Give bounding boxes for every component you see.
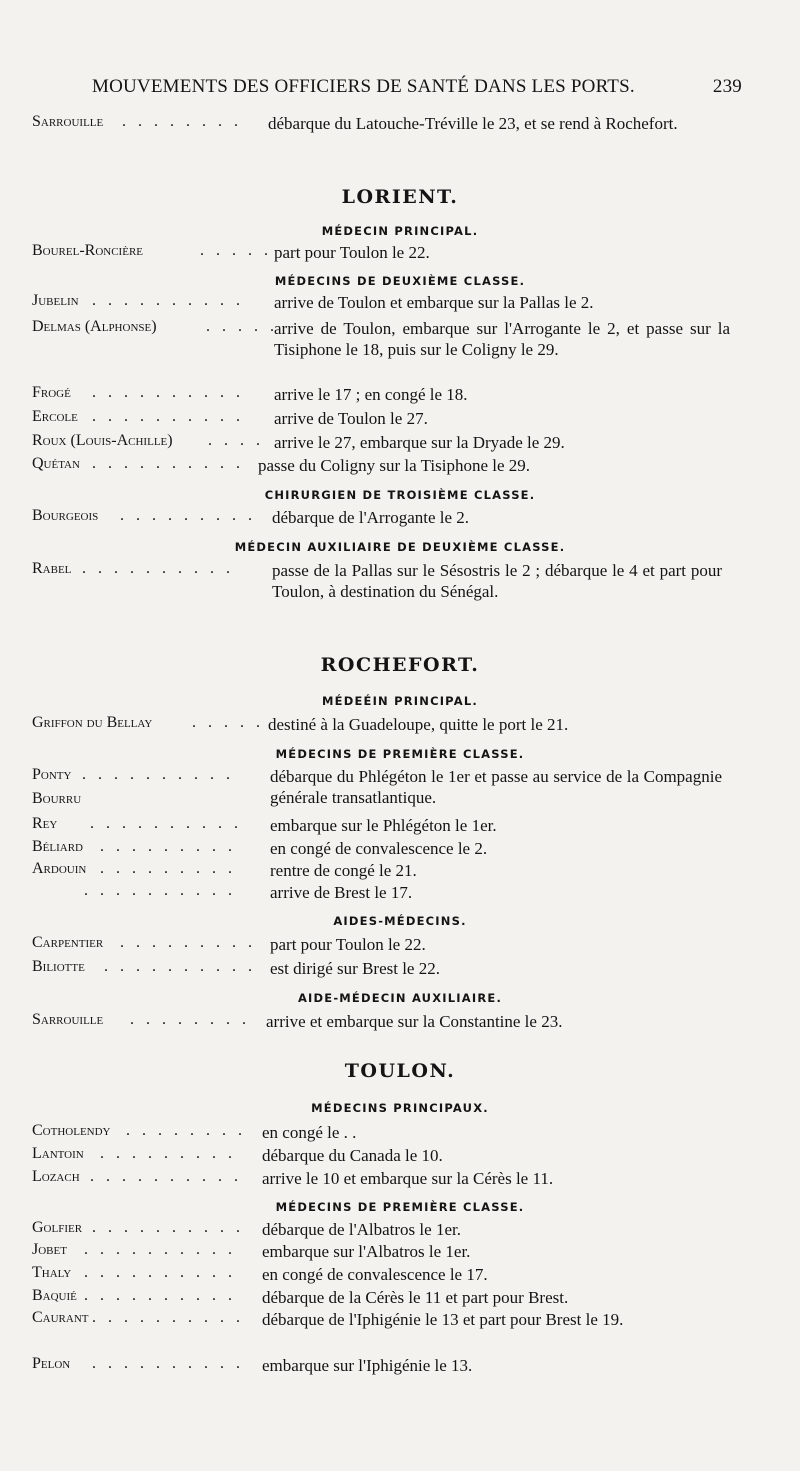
movement-text: arrive le 17 ; en congé le 18.: [274, 385, 468, 404]
movement-text: part pour Toulon le 22.: [274, 243, 430, 262]
leader-dots: . . . . . . . . . .: [90, 815, 242, 832]
leader-dots: . . . . . . . . . .: [82, 560, 234, 577]
officer-name: Rey: [32, 815, 58, 832]
officer-name: Baquié: [32, 1287, 77, 1304]
leader-dots: . . . . . . . . . .: [92, 1309, 244, 1326]
movement-text: est dirigé sur Brest le 22.: [270, 959, 440, 978]
movement-text: débarque de l'Albatros le 1er.: [262, 1220, 461, 1239]
leader-dots: . . . . . . . . . .: [92, 408, 244, 425]
officer-name: Cotholendy: [32, 1122, 111, 1139]
leader-dots: . . . . .: [206, 318, 278, 335]
officer-name: Frogé: [32, 384, 71, 401]
leader-dots: . . . . . . . . .: [100, 860, 236, 877]
movement-text: embarque sur l'Albatros le 1er.: [262, 1242, 471, 1261]
movement-text: débarque du Phlégéton le 1er et passe au service de la Compagnie générale transatlantique.: [270, 767, 722, 807]
leader-dots: . . . .: [208, 432, 264, 449]
category-heading: MÉDECINS DE DEUXIÈME CLASSE.: [274, 274, 526, 288]
movement-text: débarque de l'Arrogante le 2.: [272, 508, 470, 527]
movement-text: passe de la Pallas sur le Sésostris le 2 ; débarque le 4 et part pour Toulon, à destination du Sénégal.: [272, 561, 722, 601]
movement-text: en congé le . .: [262, 1123, 357, 1142]
leader-dots: . . . . . . . . . .: [84, 1241, 236, 1258]
movement-text: rentre de congé le 21.: [270, 861, 417, 880]
page-number: 239: [712, 76, 742, 97]
leader-dots: . . . . . . . . . .: [92, 384, 244, 401]
movement-text: débarque de la Cérès le 11 et part pour Brest.: [262, 1288, 569, 1307]
officer-name: Griffon du Bellay: [32, 714, 153, 731]
officer-name: Rabel: [32, 560, 72, 577]
leader-dots: . . . . . . . . .: [120, 934, 256, 951]
leader-dots: . . . . . . . . . .: [104, 958, 256, 975]
officer-name: Bourgeois: [32, 507, 99, 524]
movement-text: arrive de Toulon le 27.: [274, 409, 428, 428]
movement-text: arrive et embarque sur la Constantine le 23.: [266, 1012, 563, 1031]
officer-name: Caurant: [32, 1309, 89, 1326]
movement-text: embarque sur le Phlégéton le 1er.: [270, 816, 497, 835]
officer-name: Golfier: [32, 1219, 83, 1236]
officer-name: Lozach: [32, 1168, 80, 1185]
movement-text: débarque du Latouche-Tréville le 23, et se rend à Rochefort.: [268, 114, 678, 133]
leader-dots: . . . . . . . . . .: [92, 455, 244, 472]
category-heading: CHIRURGIEN DE TROISIÈME CLASSE.: [264, 488, 536, 502]
movement-text: arrive le 27, embarque sur la Dryade le 29.: [274, 433, 565, 452]
officer-name: Biliotte: [32, 958, 85, 975]
officer-name: Ponty: [32, 766, 72, 783]
leader-dots: . . . . . . . . . .: [84, 1287, 236, 1304]
port-title-rochefort: ROCHEFORT.: [320, 654, 480, 676]
category-heading: MÉDECINS PRINCIPAUX.: [311, 1101, 489, 1115]
officer-name: Ercole: [32, 408, 78, 425]
movement-text: destiné à la Guadeloupe, quitte le port le 21.: [268, 715, 569, 734]
category-heading: MÉDEÉIN PRINCIPAL.: [322, 694, 478, 708]
category-heading: MÉDECIN PRINCIPAL.: [321, 224, 479, 238]
category-heading: MÉDECINS DE PREMIÈRE CLASSE.: [275, 747, 525, 761]
officer-name: Bourru: [32, 790, 82, 807]
leader-dots: . . . . . . . . . .: [92, 292, 244, 309]
leader-dots: . . . . . . . . .: [100, 838, 236, 855]
page-header: [92, 76, 742, 102]
officer-name: Lantoin: [32, 1145, 84, 1162]
movement-text: arrive de Toulon et embarque sur la Pallas le 2.: [274, 293, 594, 312]
leader-dots: . . . . . . . .: [126, 1122, 246, 1139]
category-heading: AIDE-MÉDECIN AUXILIAIRE.: [297, 991, 503, 1005]
officer-name: Sarrouille: [32, 1011, 104, 1028]
leader-dots: . . . . .: [200, 242, 272, 259]
leader-dots: . . . . . . . . . .: [92, 1355, 244, 1372]
port-title-lorient: LORIENT.: [341, 186, 459, 208]
officer-name: Carpentier: [32, 934, 104, 951]
leader-dots: . . . . .: [192, 714, 264, 731]
leader-dots: . . . . . . . . . .: [92, 1219, 244, 1236]
movement-text: passe du Coligny sur la Tisiphone le 29.: [258, 456, 531, 475]
category-heading: MÉDECINS DE PREMIÈRE CLASSE.: [275, 1200, 525, 1214]
leader-dots: . . . . . . . . . .: [82, 766, 234, 783]
port-title-toulon: TOULON.: [344, 1060, 456, 1082]
running-title: MOUVEMENTS DES OFFICIERS DE SANTÉ DANS LES PORTS.: [92, 76, 635, 97]
movement-text: embarque sur l'Iphigénie le 13.: [262, 1356, 473, 1375]
officer-name: Bourel-Roncière: [32, 242, 143, 259]
leader-dots: . . . . . . . .: [122, 113, 242, 130]
leader-dots: . . . . . . . . .: [120, 507, 256, 524]
movement-text: arrive le 10 et embarque sur la Cérès le 11.: [262, 1169, 554, 1188]
leader-dots: . . . . . . . . .: [100, 1145, 236, 1162]
movement-text: part pour Toulon le 22.: [270, 935, 426, 954]
category-heading: MÉDECIN AUXILIAIRE DE DEUXIÈME CLASSE.: [234, 540, 566, 554]
officer-name: Quétan: [32, 455, 80, 472]
movement-text: arrive de Toulon, embarque sur l'Arrogante le 2, et passe sur la Tisiphone le 18, puis sur le Coligny le 29.: [274, 319, 730, 359]
officer-name: Jubelin: [32, 292, 79, 309]
movement-text: débarque de l'Iphigénie le 13 et part pour Brest le 19.: [262, 1310, 624, 1329]
movement-text: débarque du Canada le 10.: [262, 1146, 443, 1165]
officer-name: Ardouin: [32, 860, 87, 877]
officer-name: Roux (Louis-Achille): [32, 432, 173, 449]
movement-text: arrive de Brest le 17.: [270, 883, 413, 902]
movement-text: en congé de convalescence le 2.: [270, 839, 488, 858]
officer-name: Sarrouille: [32, 113, 104, 130]
movement-text: en congé de convalescence le 17.: [262, 1265, 488, 1284]
officer-name: Thaly: [32, 1264, 72, 1281]
officer-name: Jobet: [32, 1241, 67, 1258]
leader-dots: . . . . . . . .: [130, 1011, 250, 1028]
officer-name: Delmas (Alphonse): [32, 318, 157, 335]
leader-dots: . . . . . . . . . .: [84, 882, 236, 899]
officer-name: Pelon: [32, 1355, 71, 1372]
leader-dots: . . . . . . . . . .: [90, 1168, 242, 1185]
leader-dots: . . . . . . . . . .: [84, 1264, 236, 1281]
category-heading: AIDES-MÉDECINS.: [333, 914, 467, 928]
officer-name: Béliard: [32, 838, 83, 855]
